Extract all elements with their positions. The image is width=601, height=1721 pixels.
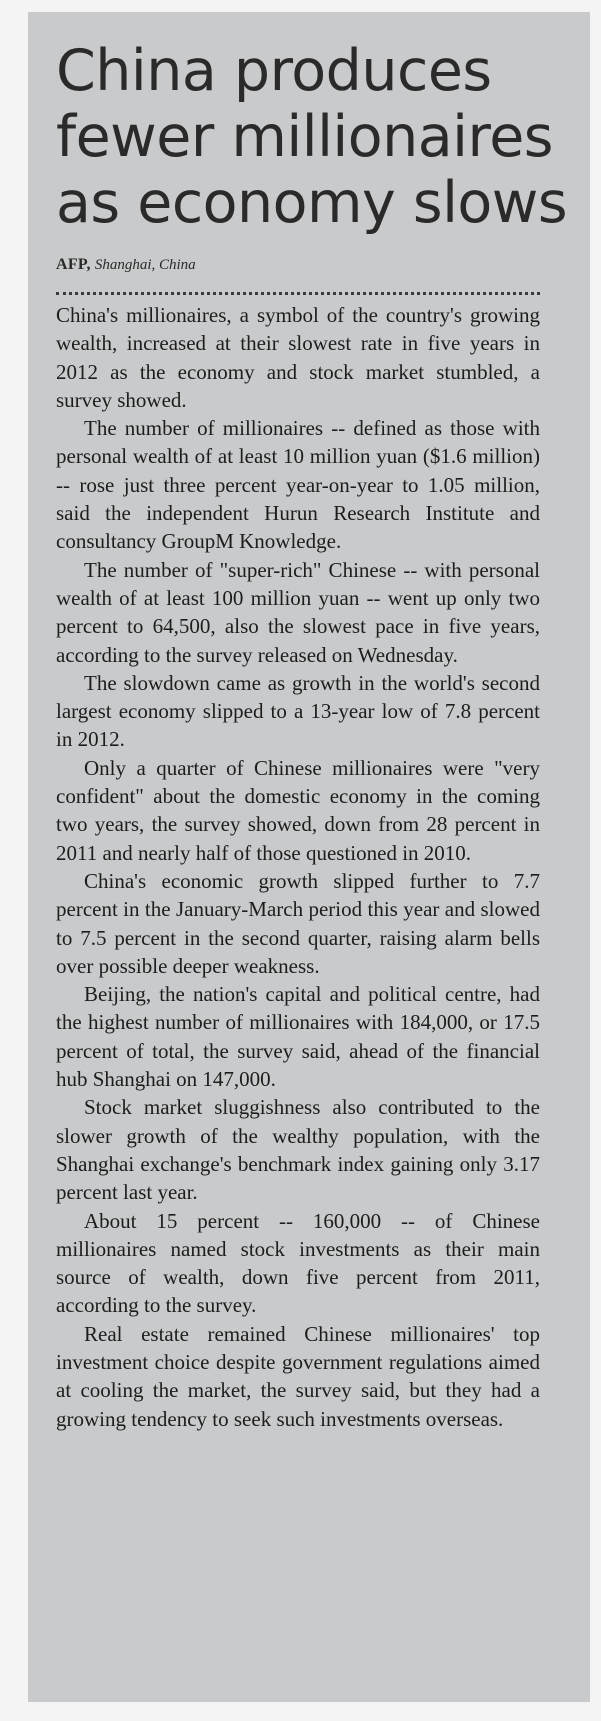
article-paragraph: Real estate remained Chinese millionaires' top investment choice despite government regulations aimed at cooling the market, the survey said, but they had a growing tendency to seek such investments overseas. [56,1321,540,1431]
article-paragraph: The number of "super-rich" Chinese -- with personal wealth of at least 100 million yuan -- went up only two percent to 64,500, also the slowest pace in five years, according to the survey released on Wednesday. [56,557,540,667]
article-paragraph: Only a quarter of Chinese millionaires were "very confident" about the domestic economy in the coming two years, the survey showed, down from 28 percent in 2011 and nearly half of those questioned in 2010. [56,755,540,865]
headline-line: as economy slows [56,170,568,236]
article-paragraph: China's economic growth slipped further to 7.7 percent in the January-March period this year and slowed to 7.5 percent in the second quarter, raising alarm bells over possible deeper weakness. [56,868,540,978]
dotted-divider [56,292,540,295]
byline-agency: AFP, [56,256,91,273]
article-body [56,301,540,1433]
article-headline [56,38,576,236]
article-byline [56,256,564,274]
news-article [28,12,590,1702]
headline-line: fewer millionaires [56,104,553,170]
article-paragraph: About 15 percent -- 160,000 -- of Chinese millionaires named stock investments as their main source of wealth, down five percent from 2011, according to the survey. [56,1208,540,1318]
article-paragraph: The slowdown came as growth in the world's second largest economy slipped to a 13-year low of 7.8 percent in 2012. [56,670,540,752]
article-paragraph: China's millionaires, a symbol of the country's growing wealth, increased at their slowest rate in five years in 2012 as the economy and stock market stumbled, a survey showed. [56,303,540,412]
byline-location: Shanghai, China [94,257,196,273]
article-paragraph: Beijing, the nation's capital and political centre, had the highest number of millionaires with 184,000, or 17.5 percent of total, the survey said, ahead of the financial hub Shanghai on 147,000. [56,982,540,1092]
article-paragraph: The number of millionaires -- defined as those with personal wealth of at least 10 million yuan ($1.6 million) -- rose just three percent year-on-year to 1.05 million, said the independent Hurun Research Institute and consultancy GroupM Knowledge. [56,416,540,554]
headline-line: China produces [56,38,492,104]
article-paragraph: Stock market sluggishness also contributed to the slower growth of the wealthy population, with the Shanghai exchange's benchmark index gaining only 3.17 percent last year. [56,1095,540,1205]
